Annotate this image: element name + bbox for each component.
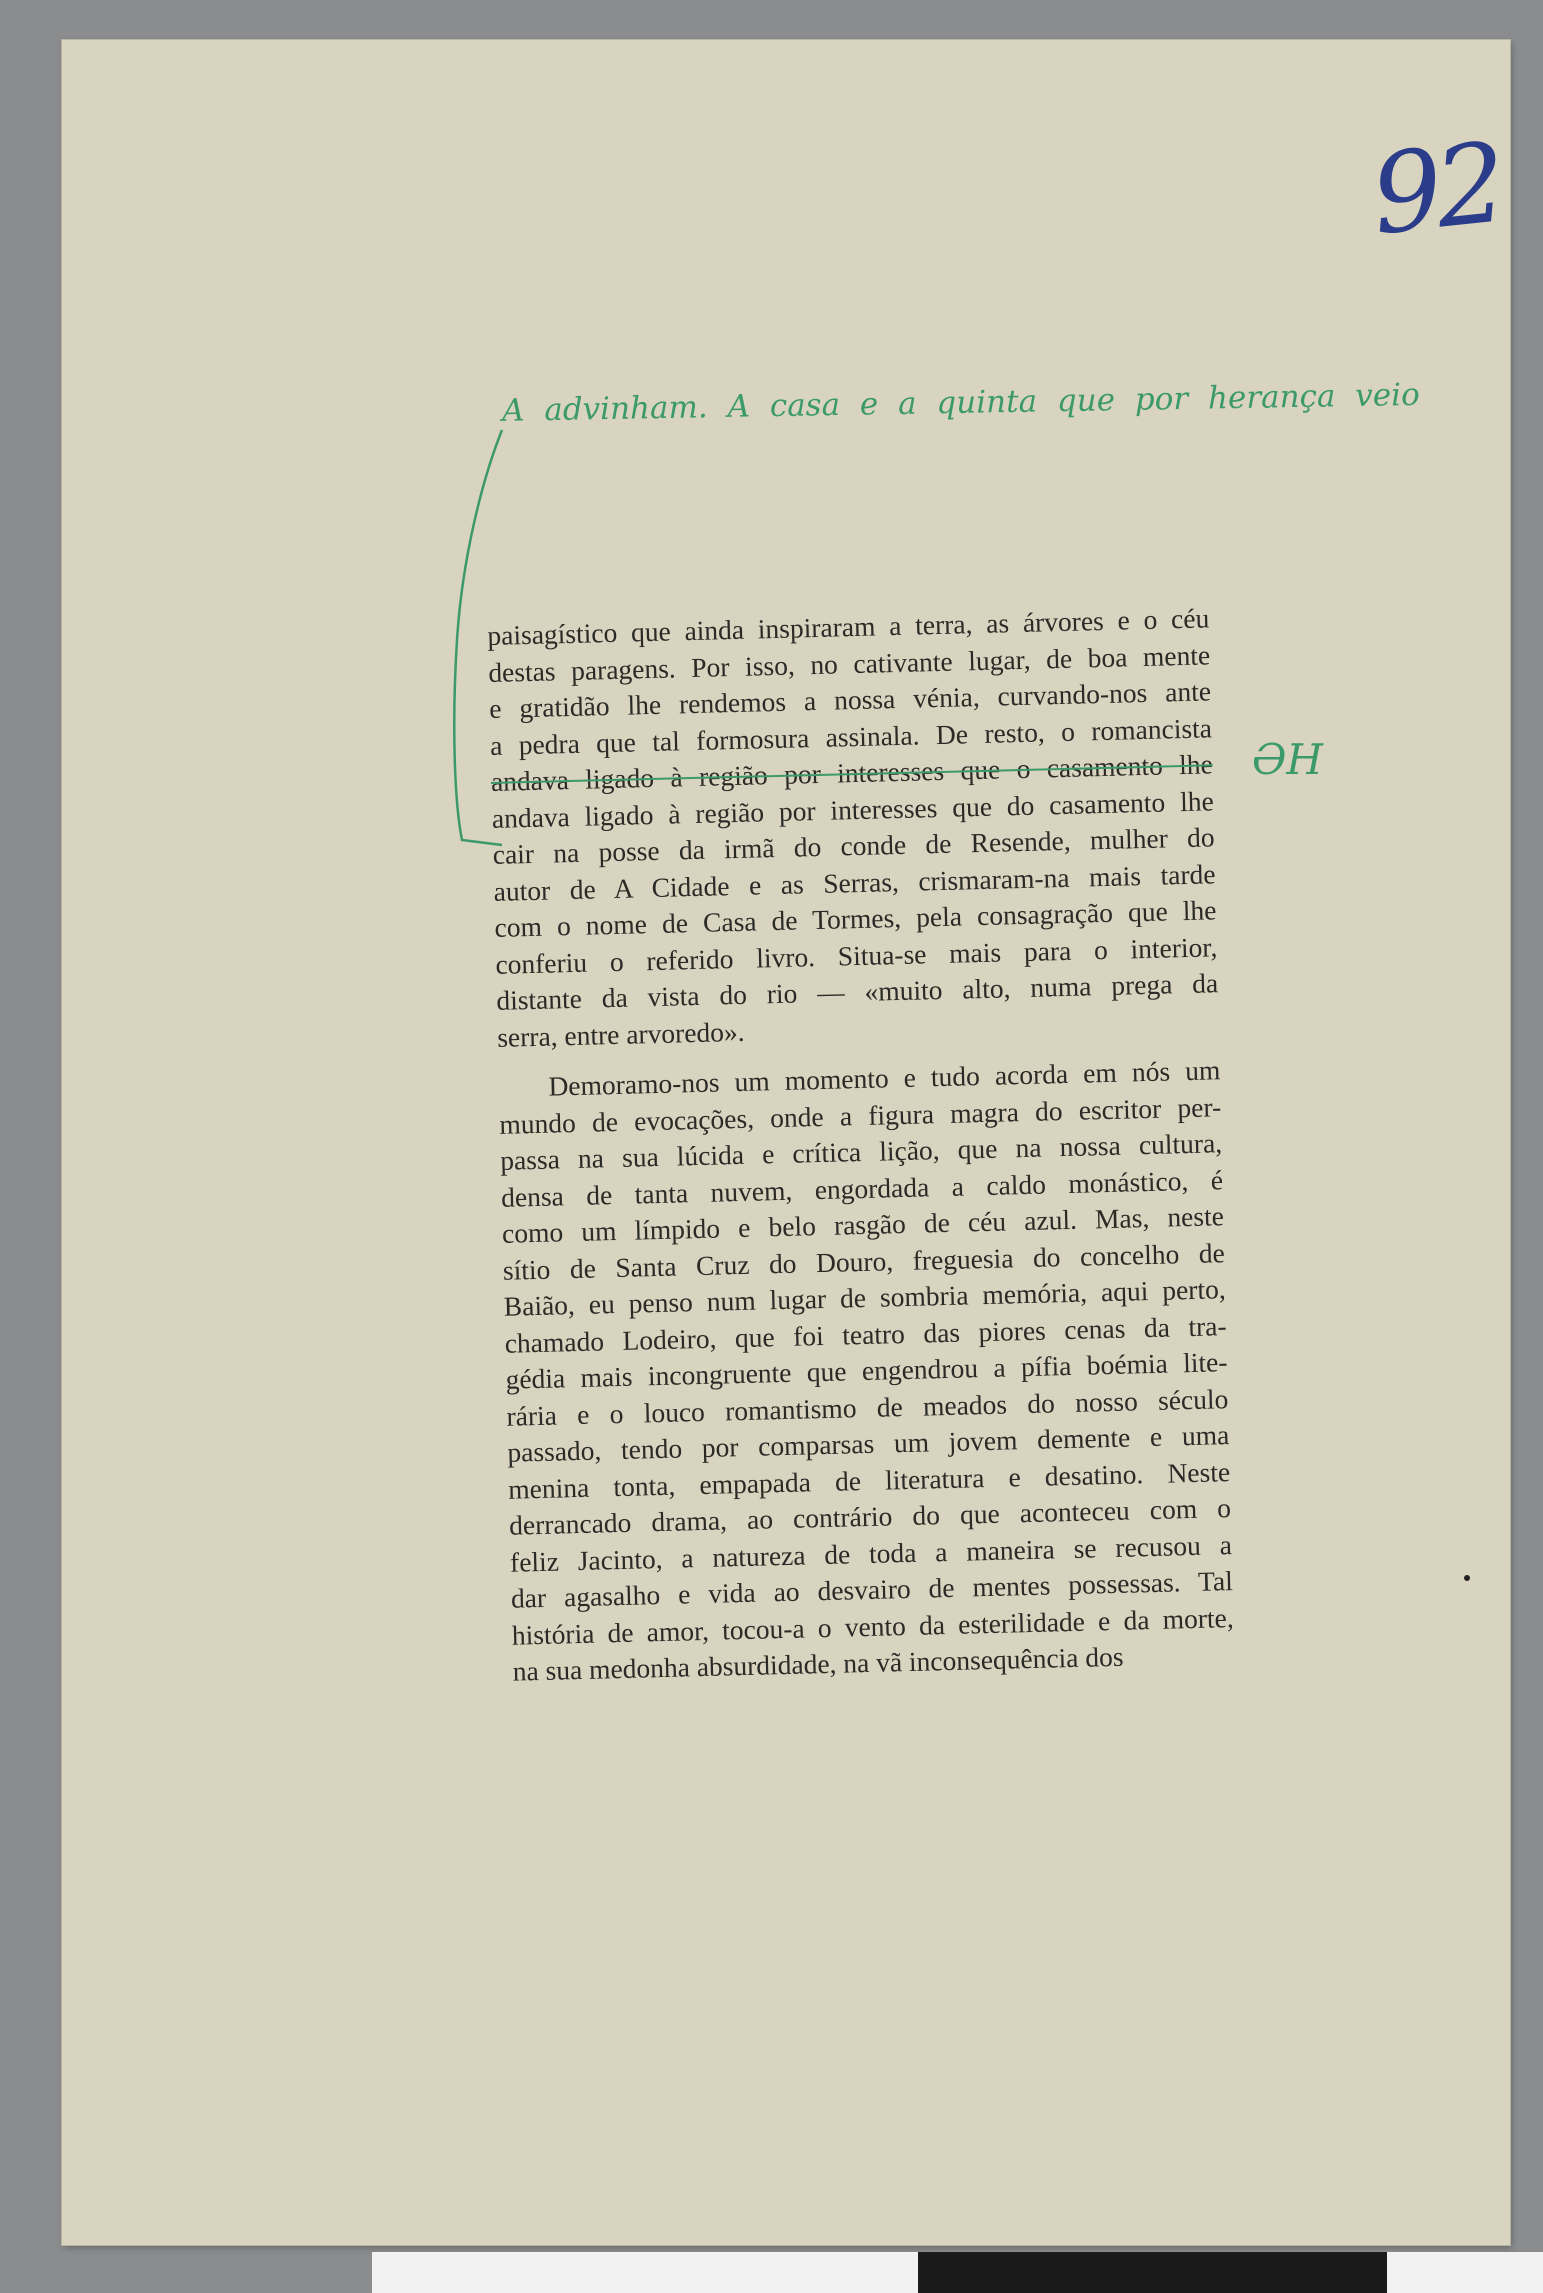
struck-text-line: andava ligado à região por interesses que o casamento lhe [490,748,1214,797]
ruler-segment [684,2252,762,2293]
text-line: sítio de Santa Cruz do Douro, freguesia do concelho de [502,1236,1226,1286]
folio-number: 92 [1365,118,1507,260]
ruler-segment [840,2252,918,2293]
text-line: gédia mais incongruente que engendrou a pífia boémia lite- [505,1346,1228,1395]
text-line: chamado Lodeiro, que foi teatro das piores cenas da tra- [504,1309,1227,1359]
handwritten-annotation: A advinham. A casa e a quinta que por herança veio [501,376,1421,429]
text-line: serra, entre arvoredo». [496,1015,745,1053]
ruler-segment [918,2252,996,2293]
ruler-segment [1231,2252,1309,2293]
ruler-segment [372,2252,450,2293]
text-line: passado, tendo por comparsas um jovem demente e uma [507,1419,1230,1468]
ruler-segment [606,2252,684,2293]
text-line: como um límpido e belo rasgão de céu azul. Mas, neste [501,1200,1225,1249]
text-line: feliz Jacinto, a natureza de toda a maneira se recusou a [509,1528,1233,1578]
ruler-segment [997,2252,1075,2293]
text-line: dar agasalho e vida ao desvairo de mentes possessas. Tal [510,1565,1234,1614]
text-line: menina tonta, empapada de literatura e desatino. Neste [507,1455,1231,1505]
ruler-segment [1153,2252,1231,2293]
margin-correction-mark: ƏH [1252,735,1324,784]
text-line: e gratidão lhe rendemos a nossa vénia, curvando-nos ante [488,675,1212,724]
text-line: passa na sua lúcida e crítica lição, que na nossa cultura, [499,1127,1223,1176]
text-line: história de amor, tocou-a o vento da esterilidade e da morte, [511,1601,1235,1651]
scale-ruler [372,2252,1543,2293]
text-line: com o nome de Casa de Tormes, pela consagração que lhe [494,894,1217,943]
text-line: distante da vista do rio — «muito alto, numa prega da [495,967,1219,1016]
manuscript-page [62,40,1510,2245]
body-text [487,600,1235,1690]
ink-spot [1464,1575,1470,1581]
text-line: destas paragens. Por isso, no cativante lugar, de boa mente [487,638,1211,688]
ruler-segment [528,2252,606,2293]
text-line: paisagístico que ainda inspiraram a terra, as árvores e o céu [487,602,1210,651]
text-line: conferiu o referido livro. Situa-se mais para o interior, [495,930,1218,980]
text-line: derrancado drama, ao contrário do que aconteceu com o [508,1492,1232,1541]
text-line: na sua medonha absurdidade, na vã inconsequência dos [512,1640,1124,1687]
text-line: autor de A Cidade e as Serras, crismaram-na mais tarde [493,857,1216,907]
text-line: mundo de evocações, onde a figura magra do escritor per- [498,1090,1222,1140]
ruler-segment [762,2252,840,2293]
ruler-segment [1387,2252,1465,2293]
text-line: rária e o louco romantismo de meados do nosso século [506,1382,1229,1432]
ruler-segment [1075,2252,1153,2293]
ruler-segment [1309,2252,1387,2293]
ruler-segment [1465,2252,1543,2293]
text-line: densa de tanta nuvem, engordada a caldo monástico, é [500,1163,1224,1213]
text-line: Demoramo-nos um momento e tudo acorda em nós um [548,1054,1221,1102]
text-line: Baião, eu penso num lugar de sombria memória, aqui perto, [503,1273,1226,1322]
ruler-segment [450,2252,528,2293]
text-line: cair na posse da irmã do conde de Resende, mulher do [492,821,1215,870]
text-line: andava ligado à região por interesses que do casamento lhe [491,784,1215,834]
text-line: a pedra que tal formosura assinala. De resto, o romancista [489,711,1213,761]
